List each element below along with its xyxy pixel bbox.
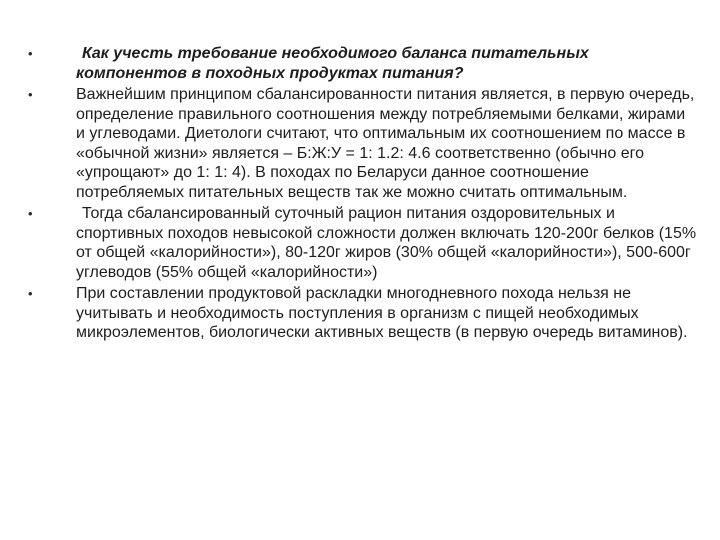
microelements-text: При составлении продуктовой раскладки многодневного похода нельзя не учитывать и необходимость поступления в организм с пищей необходимых микроэлементов, биологически активных веществ (в первую очередь витаминов). (76, 285, 688, 341)
bullet-item-ration (28, 204, 698, 282)
principle-text: Важнейшим принципом сбалансированности питания является, в первую очередь, определение правильного соотношения между потребляемыми белками, жирами и углеводами. Диетологи считают, что оптимальным их соотношением по массе в «обычной жизни» является – Б:Ж:У = 1: 1.2: 4.6 соответственно (обычно его «упрощают» до 1: 1: 4). В походах по Беларуси данное соотношение потребляемых питательных веществ так же можно считать оптимальным. (76, 86, 695, 201)
bullet-list (28, 44, 698, 345)
bullet-item-microelements (28, 284, 698, 343)
bullet-icon: • (28, 286, 33, 301)
bullet-icon: • (28, 87, 33, 102)
bullet-icon: • (28, 206, 33, 221)
bullet-icon: • (28, 46, 33, 61)
bullet-item-principle (28, 85, 698, 202)
ration-text: Тогда сбалансированный суточный рацион питания оздоровительных и спортивных походов невысокой сложности должен включать 120-200г белков (15% от общей «калорийности»), 80-120г жиров (30% общей «калорийности»), 500-600г углеводов (55% общей «калорийности») (76, 205, 697, 281)
bullet-item-question (28, 44, 698, 83)
question-heading: Как учесть требование необходимого баланса питательных компонентов в походных продуктах питания? (76, 45, 589, 82)
